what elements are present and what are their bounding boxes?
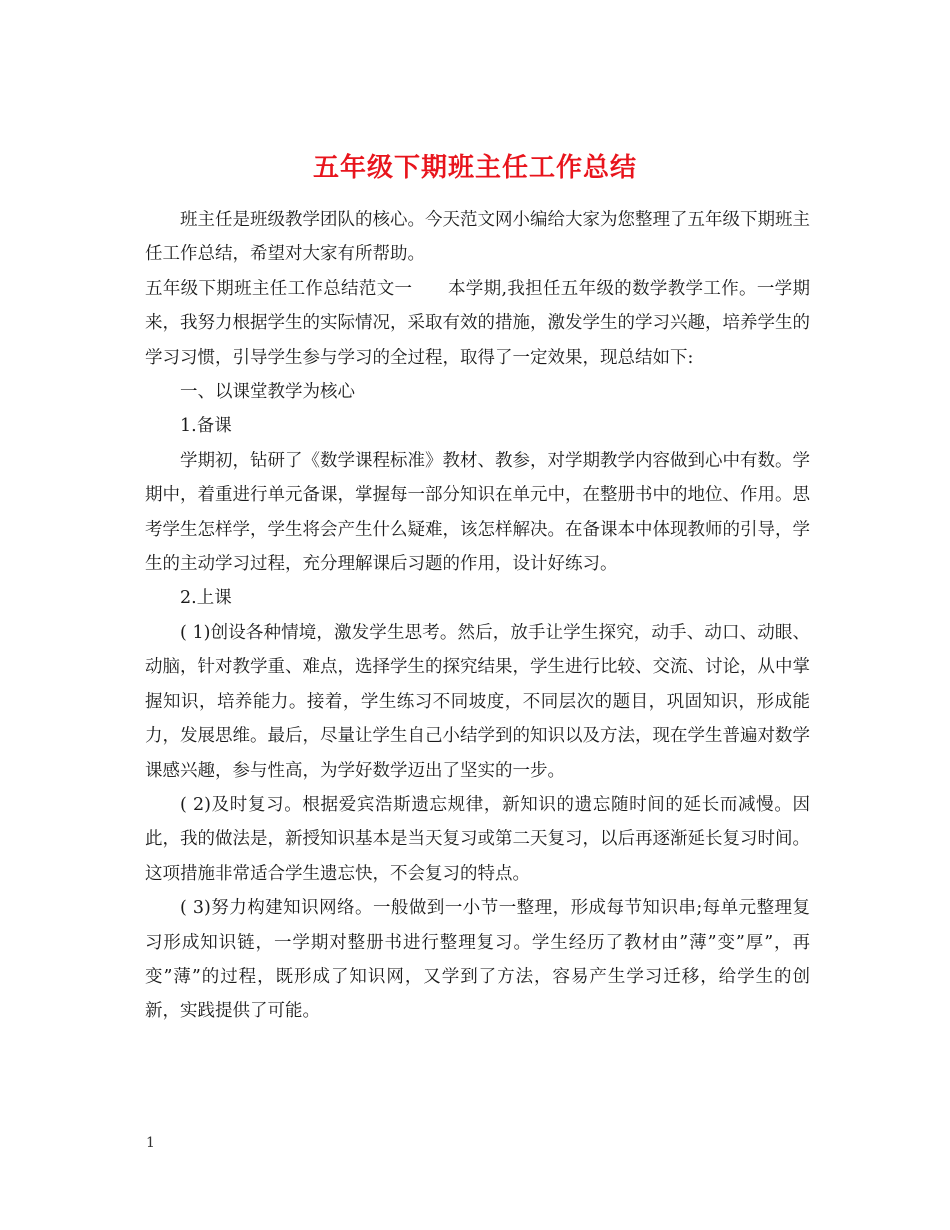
section-heading-classroom: 一、以课堂教学为核心 <box>180 382 355 403</box>
document-title: 五年级下期班主任工作总结 <box>312 153 637 184</box>
paragraph-point-1: ( 1)创设各种情境，激发学生思考。然后，放手让学生探究，动手、动口、动眼、动脑，针对教学重、难点，选择学生的探究结果，学生进行比较、交流、讨论，从中掌握知识，培养能力。接着，学生练习不同坡度，不同层次的题目，巩固知识，形成能力，发展思维。最后，尽量让学生自己小结学到的知识以及方法，现在学生普遍对数学课感兴趣，参与性高，为学好数学迈出了坚实的一步。 <box>145 622 810 781</box>
paragraph-point-2: ( 2)及时复习。根据爱宾浩斯遗忘规律，新知识的遗忘随时间的延长而减慢。因此，我的做法是，新授知识基本是当天复习或第二天复习，以后再逐渐延长复习时间。这项措施非常适合学生遗忘快，不会复习的特点。 <box>145 794 810 884</box>
paragraph-point-3: ( 3)努力构建知识网络。一般做到一小节一整理，形成每节知识串;每单元整理复习形成知识链，一学期对整册书进行整理复习。学生经历了教材由”薄”变”厚”，再变”薄”的过程，既形成了知识网，又学到了方法，容易产生学习迁移，给学生的创新，实践提供了可能。 <box>145 898 810 1022</box>
page-number: 1 <box>146 1135 155 1151</box>
paragraph-intro: 班主任是班级教学团队的核心。今天范文网小编给大家为您整理了五年级下期班主任工作总结，希望对大家有所帮助。 <box>145 210 810 265</box>
document-body <box>145 203 810 1029</box>
subheading-lesson-prep: 1.备课 <box>180 416 232 437</box>
subheading-teaching: 2.上课 <box>180 588 232 609</box>
paragraph-sample-one: 五年级下期班主任工作总结范文一 本学期,我担任五年级的数学教学工作。一学期来，我努力根据学生的实际情况，采取有效的措施，激发学生的学习兴趣，培养学生的学习习惯，引导学生参与学习的全过程，取得了一定效果，现总结如下: <box>145 278 810 368</box>
paragraph-lesson-prep: 学期初，钻研了《数学课程标准》教材、教参，对学期教学内容做到心中有数。学期中，着重进行单元备课，掌握每一部分知识在单元中，在整册书中的地位、作用。思考学生怎样学，学生将会产生什么疑难，该怎样解决。在备课本中体现教师的引导，学生的主动学习过程，充分理解课后习题的作用，设计好练习。 <box>145 450 810 575</box>
